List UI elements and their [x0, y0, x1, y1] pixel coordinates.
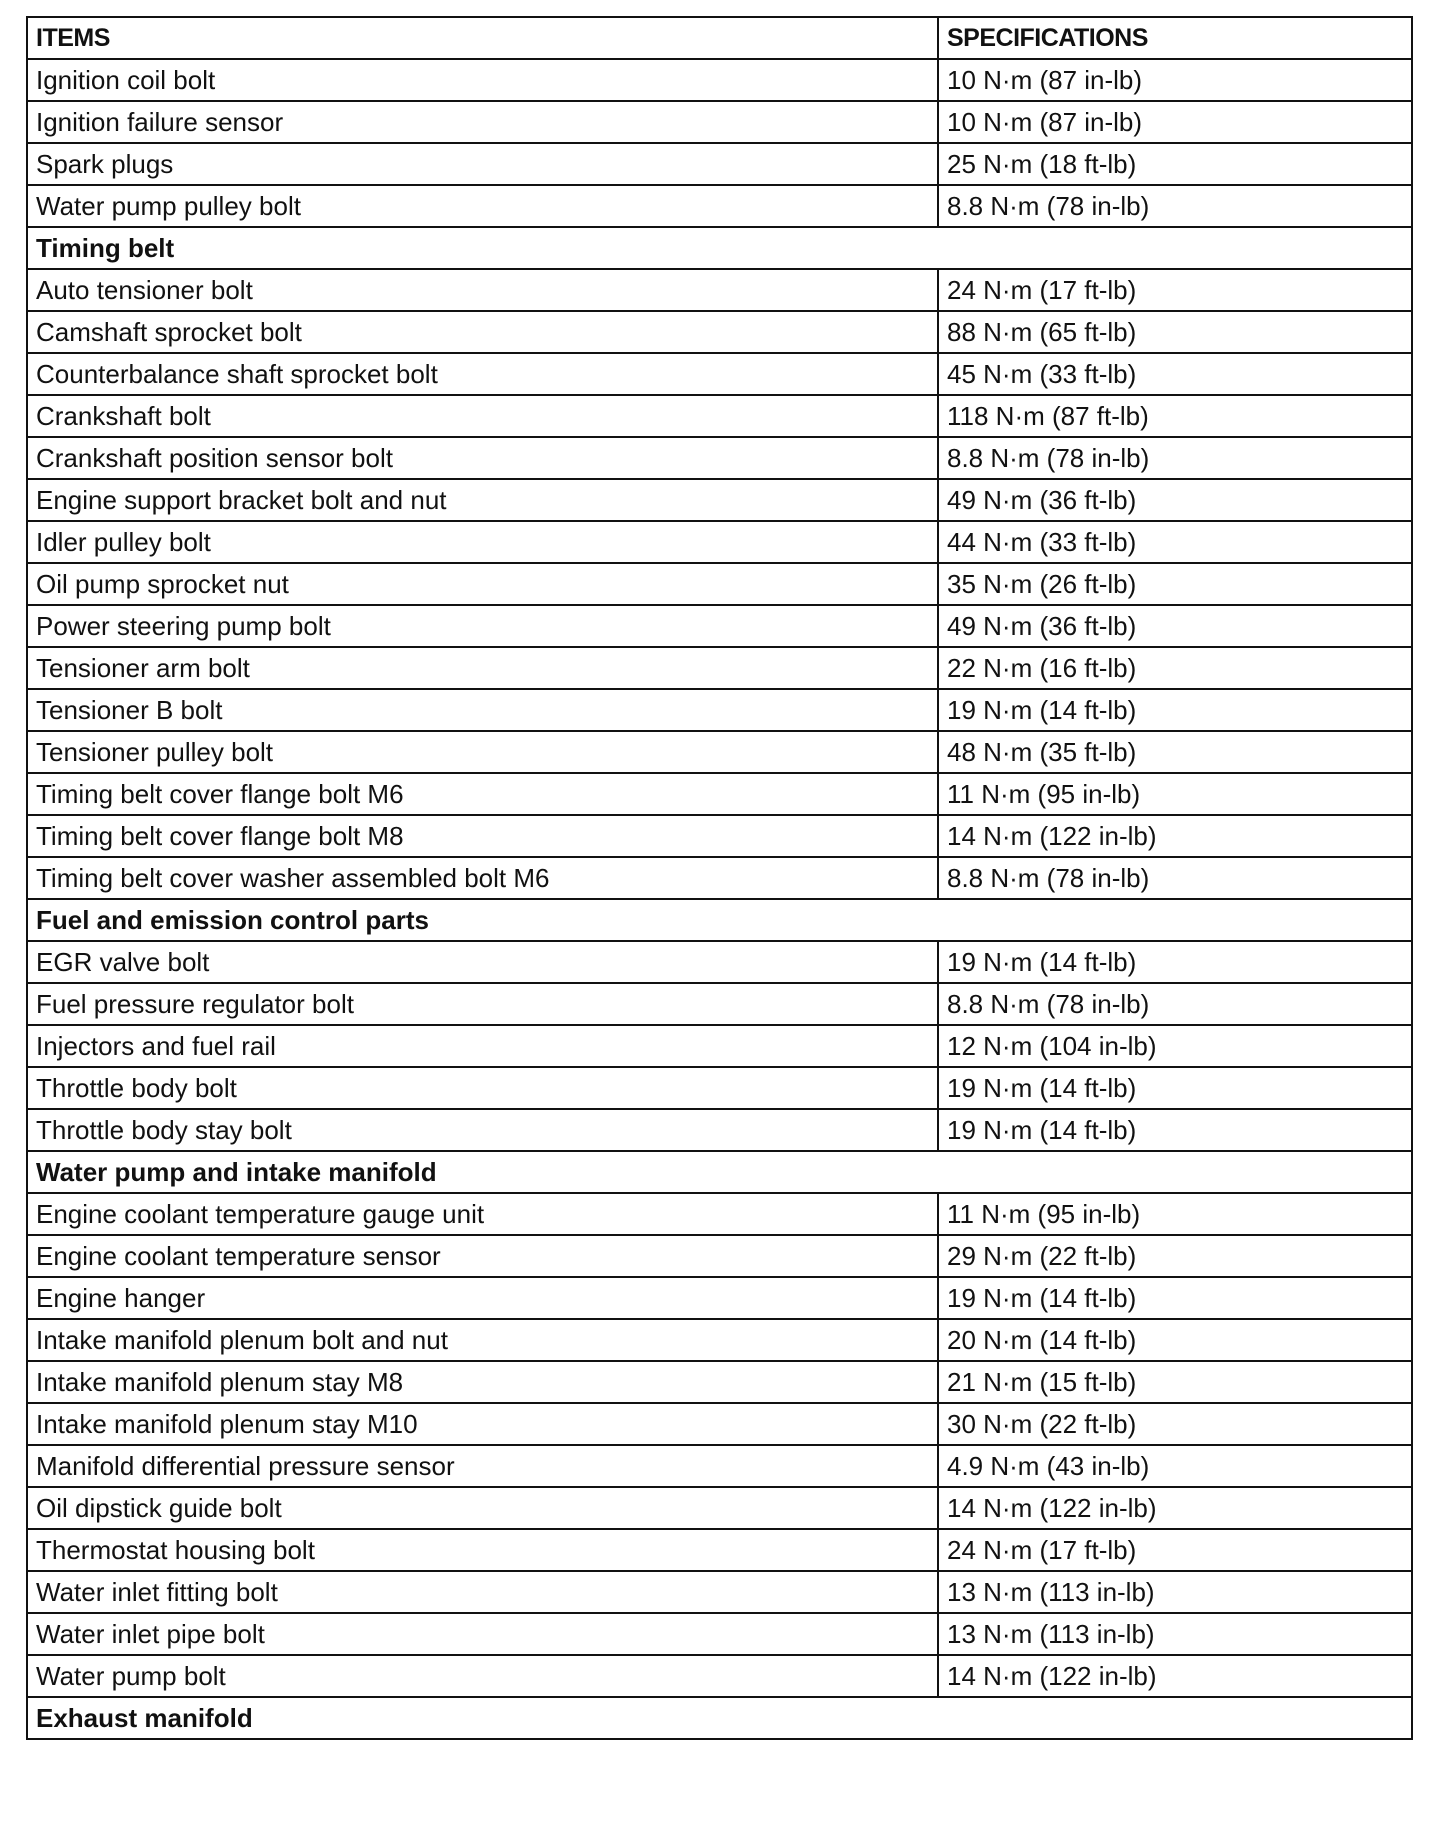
table-row	[27, 605, 1412, 647]
table-row	[27, 269, 1412, 311]
item-name: Water inlet fitting bolt	[27, 1571, 938, 1613]
item-name: Auto tensioner bolt	[27, 269, 938, 311]
items-column-header: ITEMS	[27, 17, 938, 59]
item-specification: 48 N·m (35 ft-lb)	[938, 731, 1412, 773]
item-specification: 25 N·m (18 ft-lb)	[938, 143, 1412, 185]
table-row	[27, 311, 1412, 353]
table-row	[27, 1319, 1412, 1361]
item-specification: 14 N·m (122 in-lb)	[938, 1487, 1412, 1529]
item-name: Intake manifold plenum stay M10	[27, 1403, 938, 1445]
item-name: Water inlet pipe bolt	[27, 1613, 938, 1655]
table-row	[27, 1655, 1412, 1697]
item-name: Intake manifold plenum bolt and nut	[27, 1319, 938, 1361]
item-specification: 8.8 N·m (78 in-lb)	[938, 437, 1412, 479]
table-row	[27, 1235, 1412, 1277]
item-name: Tensioner B bolt	[27, 689, 938, 731]
item-specification: 19 N·m (14 ft-lb)	[938, 1067, 1412, 1109]
item-name: Engine coolant temperature gauge unit	[27, 1193, 938, 1235]
item-name: Counterbalance shaft sprocket bolt	[27, 353, 938, 395]
table-row	[27, 689, 1412, 731]
item-specification: 22 N·m (16 ft-lb)	[938, 647, 1412, 689]
section-header-row	[27, 899, 1412, 941]
item-name: Engine support bracket bolt and nut	[27, 479, 938, 521]
table-row	[27, 731, 1412, 773]
table-row	[27, 1277, 1412, 1319]
item-specification: 24 N·m (17 ft-lb)	[938, 269, 1412, 311]
table-row	[27, 1109, 1412, 1151]
item-name: Ignition coil bolt	[27, 59, 938, 101]
item-specification: 49 N·m (36 ft-lb)	[938, 605, 1412, 647]
specifications-column-header: SPECIFICATIONS	[938, 17, 1412, 59]
item-name: Idler pulley bolt	[27, 521, 938, 563]
table-row	[27, 101, 1412, 143]
table-row	[27, 353, 1412, 395]
torque-spec-table	[26, 16, 1413, 1740]
table-row	[27, 1445, 1412, 1487]
table-row	[27, 479, 1412, 521]
item-name: Crankshaft position sensor bolt	[27, 437, 938, 479]
table-row	[27, 983, 1412, 1025]
item-specification: 14 N·m (122 in-lb)	[938, 1655, 1412, 1697]
table-row	[27, 143, 1412, 185]
item-specification: 13 N·m (113 in-lb)	[938, 1613, 1412, 1655]
table-row	[27, 773, 1412, 815]
item-name: Timing belt cover flange bolt M6	[27, 773, 938, 815]
item-specification: 19 N·m (14 ft-lb)	[938, 941, 1412, 983]
item-name: Ignition failure sensor	[27, 101, 938, 143]
table-row	[27, 815, 1412, 857]
item-name: Tensioner pulley bolt	[27, 731, 938, 773]
item-name: Oil dipstick guide bolt	[27, 1487, 938, 1529]
item-name: Throttle body bolt	[27, 1067, 938, 1109]
table-row	[27, 563, 1412, 605]
item-specification: 44 N·m (33 ft-lb)	[938, 521, 1412, 563]
item-specification: 19 N·m (14 ft-lb)	[938, 1109, 1412, 1151]
item-specification: 45 N·m (33 ft-lb)	[938, 353, 1412, 395]
item-name: Fuel pressure regulator bolt	[27, 983, 938, 1025]
item-name: Camshaft sprocket bolt	[27, 311, 938, 353]
table-row	[27, 1025, 1412, 1067]
item-name: Water pump pulley bolt	[27, 185, 938, 227]
item-name: Timing belt cover washer assembled bolt M6	[27, 857, 938, 899]
section-title: Fuel and emission control parts	[27, 899, 1412, 941]
table-row	[27, 1529, 1412, 1571]
item-name: Throttle body stay bolt	[27, 1109, 938, 1151]
table-row	[27, 185, 1412, 227]
item-specification: 4.9 N·m (43 in-lb)	[938, 1445, 1412, 1487]
table-row	[27, 647, 1412, 689]
item-name: Spark plugs	[27, 143, 938, 185]
item-name: Manifold differential pressure sensor	[27, 1445, 938, 1487]
table-row	[27, 59, 1412, 101]
section-header-row	[27, 227, 1412, 269]
item-name: Thermostat housing bolt	[27, 1529, 938, 1571]
item-specification: 21 N·m (15 ft-lb)	[938, 1361, 1412, 1403]
table-row	[27, 1403, 1412, 1445]
item-name: Intake manifold plenum stay M8	[27, 1361, 938, 1403]
item-specification: 10 N·m (87 in-lb)	[938, 101, 1412, 143]
table-row	[27, 941, 1412, 983]
item-name: Engine hanger	[27, 1277, 938, 1319]
item-specification: 19 N·m (14 ft-lb)	[938, 1277, 1412, 1319]
table-row	[27, 521, 1412, 563]
item-name: Injectors and fuel rail	[27, 1025, 938, 1067]
table-row	[27, 395, 1412, 437]
item-specification: 24 N·m (17 ft-lb)	[938, 1529, 1412, 1571]
item-specification: 14 N·m (122 in-lb)	[938, 815, 1412, 857]
item-specification: 49 N·m (36 ft-lb)	[938, 479, 1412, 521]
item-specification: 8.8 N·m (78 in-lb)	[938, 185, 1412, 227]
item-specification: 13 N·m (113 in-lb)	[938, 1571, 1412, 1613]
item-name: Tensioner arm bolt	[27, 647, 938, 689]
item-specification: 11 N·m (95 in-lb)	[938, 1193, 1412, 1235]
item-specification: 11 N·m (95 in-lb)	[938, 773, 1412, 815]
item-specification: 12 N·m (104 in-lb)	[938, 1025, 1412, 1067]
item-specification: 118 N·m (87 ft-lb)	[938, 395, 1412, 437]
table-row	[27, 437, 1412, 479]
item-specification: 10 N·m (87 in-lb)	[938, 59, 1412, 101]
item-name: EGR valve bolt	[27, 941, 938, 983]
item-name: Crankshaft bolt	[27, 395, 938, 437]
section-title: Water pump and intake manifold	[27, 1151, 1412, 1193]
section-header-row	[27, 1151, 1412, 1193]
table-body	[27, 59, 1412, 1739]
item-name: Timing belt cover flange bolt M8	[27, 815, 938, 857]
table-row	[27, 1613, 1412, 1655]
section-header-row	[27, 1697, 1412, 1739]
table-row	[27, 857, 1412, 899]
item-name: Water pump bolt	[27, 1655, 938, 1697]
table-row	[27, 1571, 1412, 1613]
table-header-row	[27, 17, 1412, 59]
item-name: Oil pump sprocket nut	[27, 563, 938, 605]
item-specification: 20 N·m (14 ft-lb)	[938, 1319, 1412, 1361]
table-row	[27, 1193, 1412, 1235]
item-name: Power steering pump bolt	[27, 605, 938, 647]
table-row	[27, 1361, 1412, 1403]
item-specification: 30 N·m (22 ft-lb)	[938, 1403, 1412, 1445]
item-specification: 19 N·m (14 ft-lb)	[938, 689, 1412, 731]
section-title: Timing belt	[27, 227, 1412, 269]
table-row	[27, 1067, 1412, 1109]
item-specification: 8.8 N·m (78 in-lb)	[938, 857, 1412, 899]
item-specification: 88 N·m (65 ft-lb)	[938, 311, 1412, 353]
item-specification: 8.8 N·m (78 in-lb)	[938, 983, 1412, 1025]
item-specification: 35 N·m (26 ft-lb)	[938, 563, 1412, 605]
table-row	[27, 1487, 1412, 1529]
section-title: Exhaust manifold	[27, 1697, 1412, 1739]
item-name: Engine coolant temperature sensor	[27, 1235, 938, 1277]
item-specification: 29 N·m (22 ft-lb)	[938, 1235, 1412, 1277]
